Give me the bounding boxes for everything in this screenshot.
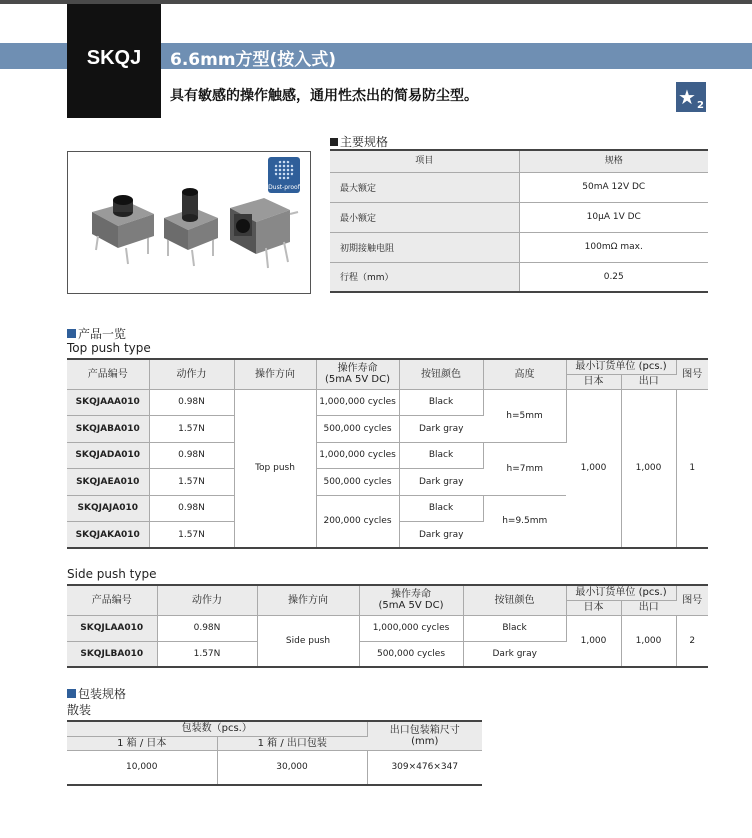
product-color: Black xyxy=(399,389,483,416)
switch-short xyxy=(92,195,154,264)
header-japan-box: 1 箱 / 日本 xyxy=(67,736,217,750)
header-life xyxy=(316,359,399,389)
product-life: 1,000,000 cycles xyxy=(316,442,399,469)
switch-side xyxy=(230,198,298,268)
table-row xyxy=(330,262,708,292)
spec-item: 行程（mm） xyxy=(330,262,519,292)
square-bullet-icon xyxy=(67,329,76,338)
spec-item: 初期接触电阻 xyxy=(330,232,519,262)
product-color: Dark gray xyxy=(463,641,566,667)
spec-section-title xyxy=(330,133,388,150)
spec-header-value: 规格 xyxy=(519,150,708,172)
product-name: 6.6mm方型(按入式) xyxy=(170,50,337,70)
series-code-block xyxy=(67,4,161,118)
product-color: Black xyxy=(399,442,483,469)
spec-value: 100mΩ max. xyxy=(519,232,708,262)
table-row xyxy=(67,615,708,641)
spec-item: 最大额定 xyxy=(330,172,519,202)
header-direction: 操作方向 xyxy=(257,585,359,615)
tagline: 具有敏感的操作触感，通用性杰出的简易防尘型。 xyxy=(170,88,478,104)
packing-japan: 10,000 xyxy=(67,750,217,785)
dust-proof-badge xyxy=(268,157,300,193)
product-life: 1,000,000 cycles xyxy=(359,615,463,641)
product-color: Dark gray xyxy=(399,522,483,549)
spec-value: 0.25 xyxy=(519,262,708,292)
product-code: SKQJADA010 xyxy=(67,442,149,469)
product-code: SKQJAEA010 xyxy=(67,469,149,496)
header-direction: 操作方向 xyxy=(234,359,316,389)
product-code: SKQJLBA010 xyxy=(67,641,157,667)
product-code: SKQJLAA010 xyxy=(67,615,157,641)
header-size-text: 出口包装箱尺寸 xyxy=(389,724,460,736)
table-row xyxy=(330,172,708,202)
product-moq-export: 1,000 xyxy=(621,615,676,667)
product-life: 500,000 cycles xyxy=(316,469,399,496)
product-force: 1.57N xyxy=(149,522,234,549)
table-row xyxy=(67,750,482,785)
products-section-title xyxy=(67,325,126,342)
header-size-unit: (mm) xyxy=(411,735,439,747)
product-color: Dark gray xyxy=(399,469,483,496)
product-life: 500,000 cycles xyxy=(359,641,463,667)
header-life-text: 操作寿命 xyxy=(391,589,431,601)
product-force: 1.57N xyxy=(149,469,234,496)
header-force: 动作力 xyxy=(157,585,257,615)
packing-title-text: 包装规格 xyxy=(78,687,127,701)
header-qty: 包装数（pcs.） xyxy=(67,721,367,736)
product-color: Black xyxy=(463,615,566,641)
dust-icon xyxy=(274,160,294,180)
product-direction: Side push xyxy=(257,615,359,667)
product-fig: 2 xyxy=(676,615,708,667)
spec-table xyxy=(330,149,708,293)
spec-header-row xyxy=(330,150,708,172)
top-push-title: Top push type xyxy=(67,341,151,355)
product-height: h=7mm xyxy=(483,442,566,495)
switch-tall xyxy=(164,188,218,266)
rating-number: 2 xyxy=(697,100,704,111)
table-row xyxy=(67,389,708,416)
product-color: Dark gray xyxy=(399,416,483,443)
header-moq: 最小订货单位 (pcs.) xyxy=(566,585,676,600)
product-height: h=9.5mm xyxy=(483,495,566,548)
header-life xyxy=(359,585,463,615)
header-life-sub: (5mA 5V DC) xyxy=(378,600,444,612)
spec-title-text: 主要规格 xyxy=(340,135,389,149)
product-force: 0.98N xyxy=(149,495,234,522)
spec-value: 50mA 12V DC xyxy=(519,172,708,202)
star-icon: ★ xyxy=(678,85,696,109)
header-export: 出口 xyxy=(621,374,676,389)
header-moq: 最小订货单位 (pcs.) xyxy=(566,359,676,374)
product-fig: 1 xyxy=(676,389,708,548)
packing-table xyxy=(67,720,482,786)
side-push-table xyxy=(67,584,708,668)
product-direction: Top push xyxy=(234,389,316,548)
packing-export: 30,000 xyxy=(217,750,367,785)
dust-proof-label: Dust-proof xyxy=(268,184,300,191)
product-code: SKQJABA010 xyxy=(67,416,149,443)
packing-section-title xyxy=(67,685,126,702)
header-export: 出口 xyxy=(621,600,676,615)
header-row xyxy=(67,585,708,600)
packing-subtitle: 散装 xyxy=(67,703,92,717)
spec-header-item: 项目 xyxy=(330,150,519,172)
product-force: 0.98N xyxy=(157,615,257,641)
product-code: SKQJAJA010 xyxy=(67,495,149,522)
product-life: 1,000,000 cycles xyxy=(316,389,399,416)
header-row xyxy=(67,359,708,374)
header-japan: 日本 xyxy=(566,374,621,389)
product-life: 200,000 cycles xyxy=(316,495,399,548)
header-color: 按钮颜色 xyxy=(399,359,483,389)
product-moq-japan: 1,000 xyxy=(566,389,621,548)
square-bullet-icon xyxy=(330,138,338,146)
packing-size: 309×476×347 xyxy=(367,750,482,785)
product-height: h=5mm xyxy=(483,389,566,442)
product-moq-japan: 1,000 xyxy=(566,615,621,667)
product-code: SKQJAAA010 xyxy=(67,389,149,416)
header-code: 产品编号 xyxy=(67,359,149,389)
spec-value: 10μA 1V DC xyxy=(519,202,708,232)
table-row xyxy=(330,232,708,262)
header-code: 产品编号 xyxy=(67,585,157,615)
header-export-box: 1 箱 / 出口包装 xyxy=(217,736,367,750)
header-japan: 日本 xyxy=(566,600,621,615)
product-force: 0.98N xyxy=(149,389,234,416)
rating-badge xyxy=(676,82,706,112)
series-code: SKQJ xyxy=(86,47,142,69)
square-bullet-icon xyxy=(67,689,76,698)
top-push-table xyxy=(67,358,708,549)
header-fig: 图号 xyxy=(676,585,708,615)
header-height: 高度 xyxy=(483,359,566,389)
product-code: SKQJAKA010 xyxy=(67,522,149,549)
table-row xyxy=(330,202,708,232)
product-force: 1.57N xyxy=(157,641,257,667)
header-life-text: 操作寿命 xyxy=(337,363,378,375)
product-color: Black xyxy=(399,495,483,522)
header-fig: 图号 xyxy=(676,359,708,389)
spec-item: 最小额定 xyxy=(330,202,519,232)
header-force: 动作力 xyxy=(149,359,234,389)
product-force: 1.57N xyxy=(149,416,234,443)
side-push-title: Side push type xyxy=(67,567,157,581)
product-life: 500,000 cycles xyxy=(316,416,399,443)
header-life-sub: (5mA 5V DC) xyxy=(325,374,390,386)
header-size xyxy=(367,721,482,750)
product-force: 0.98N xyxy=(149,442,234,469)
products-title-text: 产品一览 xyxy=(78,327,127,341)
header-row xyxy=(67,721,482,736)
product-moq-export: 1,000 xyxy=(621,389,676,548)
header-color: 按钮颜色 xyxy=(463,585,566,615)
